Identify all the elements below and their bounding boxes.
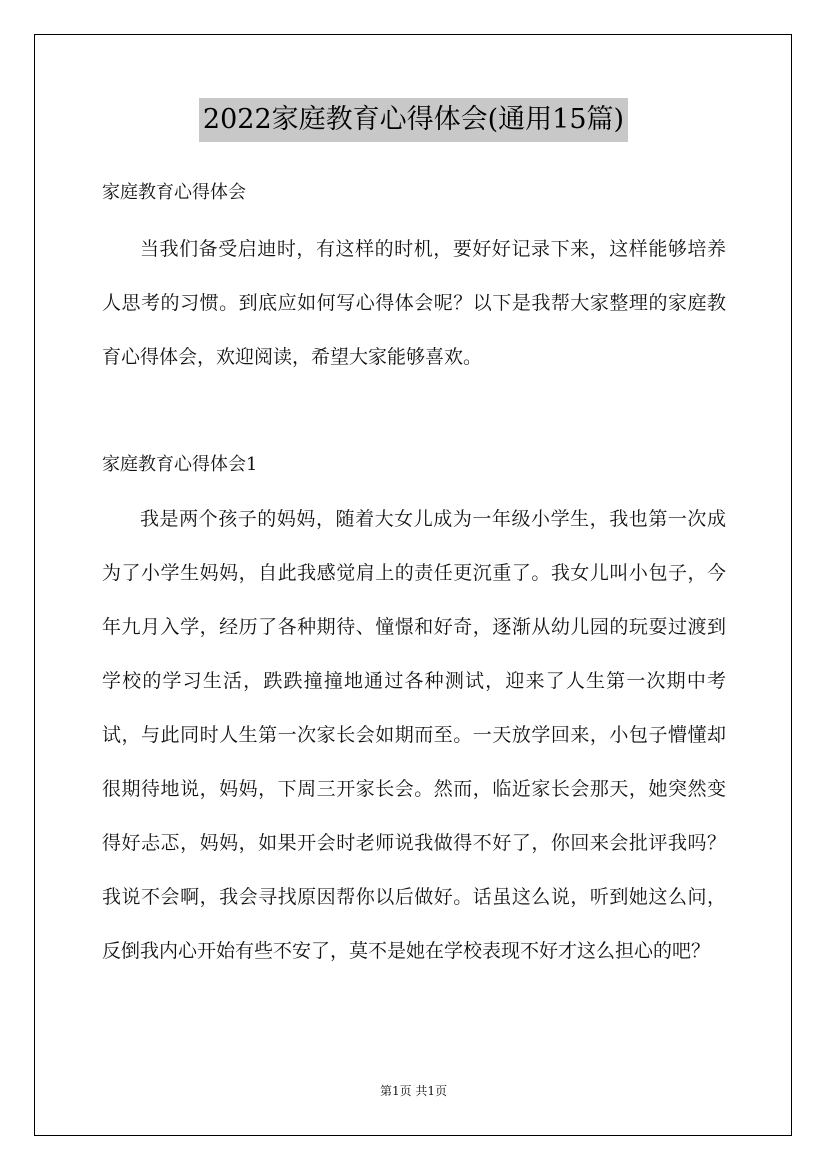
section1-heading: 家庭教育心得体会1	[102, 454, 258, 475]
section1-paragraph: 我是两个孩子的妈妈，随着大女儿成为一年级小学生，我也第一次成为了小学生妈妈，自此我感觉肩上的责任更沉重了。我女儿叫小包子，今年九月入学，经历了各种期待、憧憬和好奇，逐渐从幼儿园的玩耍过渡到学校的学习生活，跌跌撞撞地通过各种测试，迎来了人生第一次期中考试，与此同时人生第一次家长会如期而至。一天放学回来，小包子懵懂却很期待地说，妈妈，下周三开家长会。然而，临近家长会那天，她突然变得好忐忑，妈妈，如果开会时老师说我做得不好了，你回来会批评我吗？我说不会啊，我会寻找原因帮你以后做好。话虽这么说，听到她这么问，反倒我内心开始有些不安了，莫不是她在学校表现不好才这么担心的吧？	[102, 508, 726, 962]
intro-paragraph: 当我们备受启迪时，有这样的时机，要好好记录下来，这样能够培养人思考的习惯。到底应如何写心得体会呢？以下是我帮大家整理的家庭教育心得体会，欢迎阅读，希望大家能够喜欢。	[102, 238, 726, 368]
page-footer: 第1页 共1页	[379, 1084, 448, 1098]
intro-heading: 家庭教育心得体会	[102, 182, 246, 203]
title-container	[0, 98, 827, 142]
document-title: 2022家庭教育心得体会(通用15篇)	[199, 98, 628, 142]
